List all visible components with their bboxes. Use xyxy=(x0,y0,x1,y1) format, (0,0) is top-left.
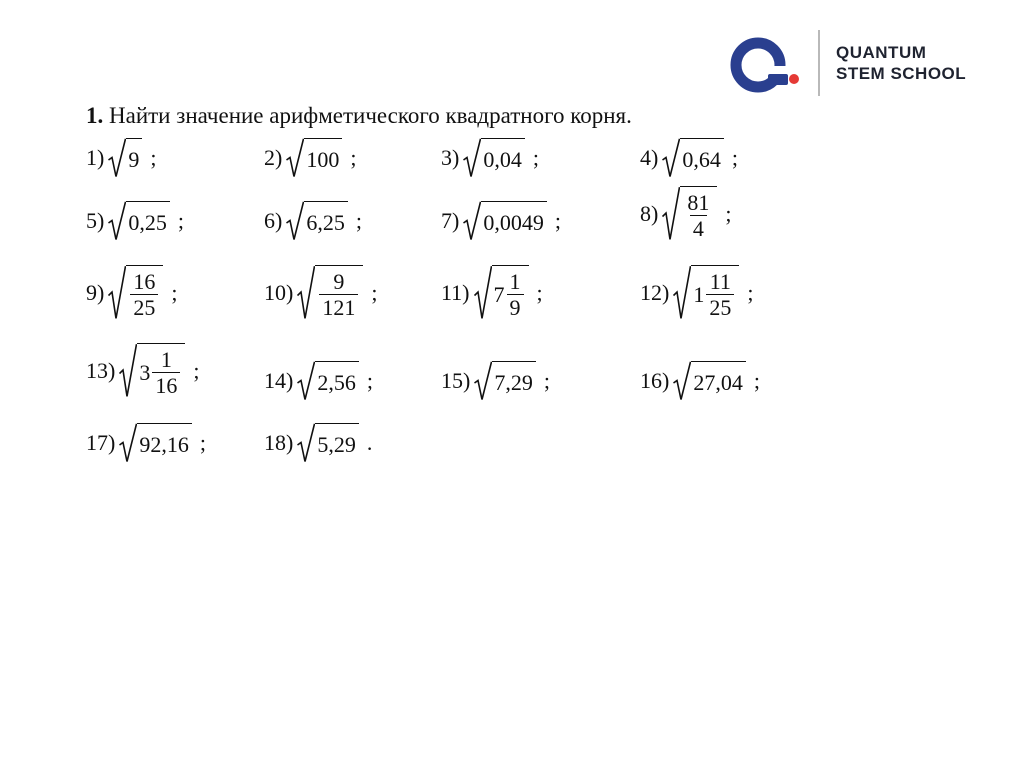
square-root xyxy=(673,265,739,321)
radicand xyxy=(137,343,185,399)
exercise-11 xyxy=(441,265,543,321)
radical-sign-icon xyxy=(463,201,481,241)
radicand: 100 xyxy=(304,138,342,178)
exercise-label: 7) xyxy=(441,208,460,233)
exercise-7 xyxy=(441,201,561,241)
radicand xyxy=(315,265,363,321)
exercise-5 xyxy=(86,201,184,241)
exercise-label: 12) xyxy=(640,279,670,305)
denominator: 16 xyxy=(152,372,180,398)
radical-sign-icon xyxy=(297,361,315,401)
square-root xyxy=(108,265,163,321)
separator: ; xyxy=(350,145,357,170)
exercise-6 xyxy=(264,201,362,241)
separator: ; xyxy=(536,279,543,305)
square-root xyxy=(662,186,717,242)
exercise-label: 17) xyxy=(86,430,116,455)
radical-sign-icon xyxy=(673,361,691,401)
exercise-14 xyxy=(264,361,373,401)
exercise-label: 5) xyxy=(86,208,105,233)
square-root xyxy=(108,201,170,241)
radicand xyxy=(126,265,163,321)
whole-part: 7 xyxy=(493,281,505,307)
separator: ; xyxy=(543,368,550,393)
exercise-3 xyxy=(441,138,539,178)
exercise-label: 1) xyxy=(86,145,105,170)
exercise-label: 4) xyxy=(640,145,659,170)
separator: ; xyxy=(554,208,561,233)
numerator: 1 xyxy=(509,269,521,294)
square-root xyxy=(463,138,525,178)
denominator: 25 xyxy=(706,294,734,320)
square-root xyxy=(297,423,359,463)
square-root xyxy=(286,138,342,178)
radicand: 0,0049 xyxy=(481,201,547,241)
denominator: 25 xyxy=(130,294,158,320)
square-root xyxy=(474,265,529,321)
exercise-label: 11) xyxy=(441,279,470,305)
radicand: 0,64 xyxy=(680,138,724,178)
square-root xyxy=(119,423,192,463)
square-root xyxy=(662,138,724,178)
radicand xyxy=(691,265,739,321)
separator: ; xyxy=(171,279,178,305)
task-number: 1. xyxy=(86,103,104,128)
exercise-1 xyxy=(86,138,156,178)
radicand: 0,04 xyxy=(481,138,525,178)
exercise-16 xyxy=(640,361,760,401)
exercise-label: 14) xyxy=(264,368,294,393)
exercise-label: 18) xyxy=(264,430,294,455)
exercise-10 xyxy=(264,265,377,321)
exercise-label: 3) xyxy=(441,145,460,170)
whole-part: 3 xyxy=(139,359,151,385)
radicand xyxy=(492,265,529,321)
radical-sign-icon xyxy=(474,265,492,321)
separator: ; xyxy=(371,279,378,305)
exercise-label: 2) xyxy=(264,145,283,170)
fraction xyxy=(319,270,358,320)
exercise-label: 13) xyxy=(86,357,116,383)
radical-sign-icon xyxy=(119,343,137,399)
exercise-label: 15) xyxy=(441,368,471,393)
radicand: 0,25 xyxy=(126,201,170,241)
radicand: 92,16 xyxy=(137,423,192,463)
fraction xyxy=(152,348,180,398)
square-root xyxy=(297,361,359,401)
exercise-label: 9) xyxy=(86,279,105,305)
logo-divider xyxy=(818,30,820,96)
separator: ; xyxy=(366,368,373,393)
radicand: 9 xyxy=(126,138,142,178)
school-logo xyxy=(728,30,1018,100)
radical-sign-icon xyxy=(463,138,481,178)
radical-sign-icon xyxy=(108,138,126,178)
separator: . xyxy=(366,430,373,455)
fraction xyxy=(706,270,734,320)
exercise-label: 6) xyxy=(264,208,283,233)
radical-sign-icon xyxy=(662,186,680,242)
radical-sign-icon xyxy=(474,361,492,401)
separator: ; xyxy=(193,357,200,383)
exercise-2 xyxy=(264,138,356,178)
exercise-label: 10) xyxy=(264,279,294,305)
denominator: 9 xyxy=(507,294,524,320)
radical-sign-icon xyxy=(297,265,315,321)
separator: ; xyxy=(725,200,732,226)
denominator: 4 xyxy=(690,215,707,241)
logo-text xyxy=(836,42,966,84)
radical-sign-icon xyxy=(286,138,304,178)
fraction xyxy=(684,191,712,241)
separator: ; xyxy=(532,145,539,170)
radical-sign-icon xyxy=(119,423,137,463)
radical-sign-icon xyxy=(673,265,691,321)
separator: ; xyxy=(731,145,738,170)
exercise-12 xyxy=(640,265,753,321)
separator: ; xyxy=(150,145,157,170)
exercise-4 xyxy=(640,138,738,178)
denominator: 121 xyxy=(319,294,358,320)
exercise-15 xyxy=(441,361,550,401)
square-root xyxy=(286,201,348,241)
task-title xyxy=(86,103,632,129)
radical-sign-icon xyxy=(297,423,315,463)
numerator: 9 xyxy=(333,269,345,294)
whole-part: 1 xyxy=(693,281,705,307)
square-root xyxy=(463,201,547,241)
separator: ; xyxy=(355,208,362,233)
separator: ; xyxy=(747,279,754,305)
separator: ; xyxy=(177,208,184,233)
exercise-17 xyxy=(86,423,206,463)
numerator: 81 xyxy=(687,190,710,215)
task-text: Найти значение арифметического квадратного корня. xyxy=(109,103,632,128)
exercise-8 xyxy=(640,186,731,242)
square-root xyxy=(673,361,746,401)
radical-sign-icon xyxy=(108,201,126,241)
square-root xyxy=(119,343,185,399)
radical-sign-icon xyxy=(286,201,304,241)
radicand: 27,04 xyxy=(691,361,746,401)
separator: ; xyxy=(199,430,206,455)
radical-sign-icon xyxy=(662,138,680,178)
radical-sign-icon xyxy=(108,265,126,321)
radicand: 7,29 xyxy=(492,361,536,401)
logo-line-2: STEM SCHOOL xyxy=(836,64,967,83)
square-root xyxy=(474,361,536,401)
numerator: 16 xyxy=(133,269,156,294)
fraction xyxy=(507,270,524,320)
exercise-18 xyxy=(264,423,372,463)
radicand: 5,29 xyxy=(315,423,359,463)
exercise-label: 8) xyxy=(640,200,659,226)
exercise-9 xyxy=(86,265,177,321)
numerator: 11 xyxy=(709,269,731,294)
numerator: 1 xyxy=(160,347,172,372)
fraction xyxy=(130,270,158,320)
square-root xyxy=(108,138,142,178)
radicand: 2,56 xyxy=(315,361,359,401)
exercise-13 xyxy=(86,343,199,399)
exercise-label: 16) xyxy=(640,368,670,393)
square-root xyxy=(297,265,363,321)
quantum-logo-icon xyxy=(728,36,804,94)
separator: ; xyxy=(753,368,760,393)
logo-line-1: QUANTUM xyxy=(836,43,927,62)
radicand: 6,25 xyxy=(304,201,348,241)
radicand xyxy=(680,186,717,242)
